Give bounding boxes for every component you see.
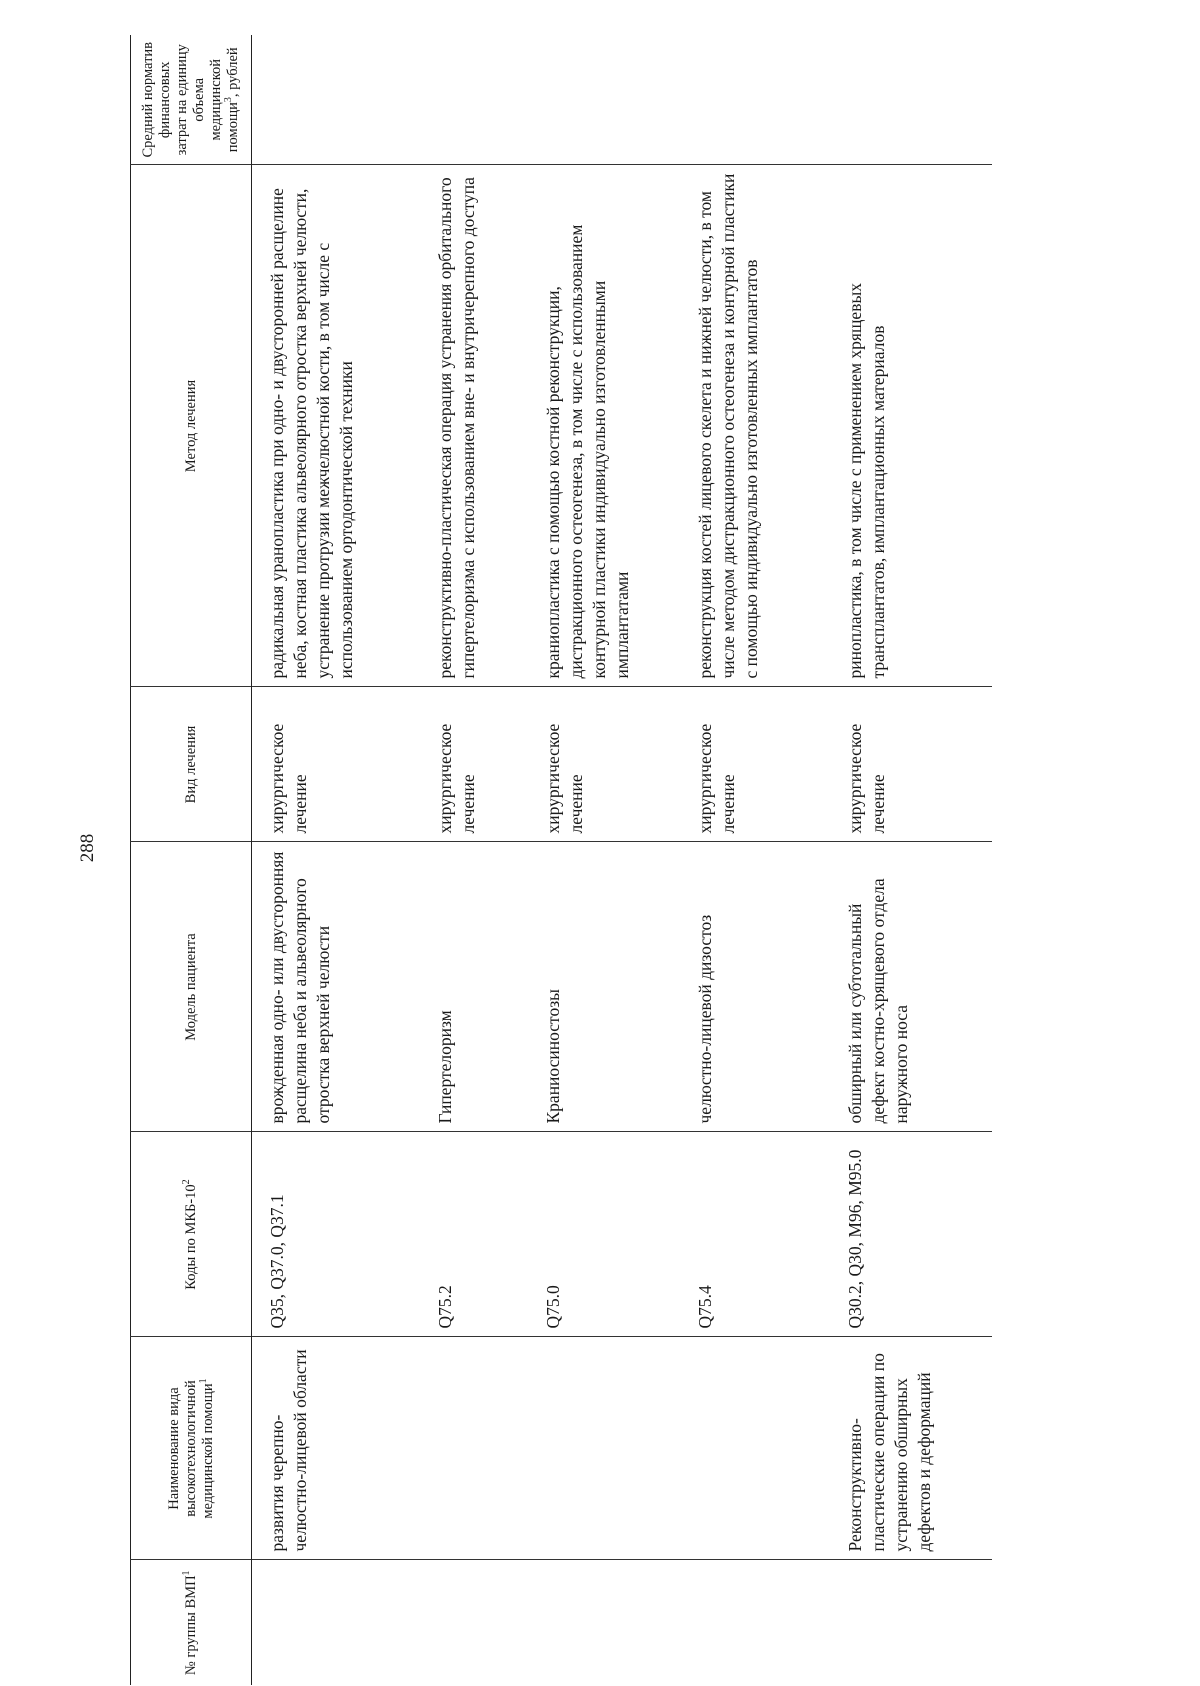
cell-kind: хирургическое лечение xyxy=(842,687,992,842)
header-group: № группы ВМП$^1$ xyxy=(131,1560,252,1685)
header-model: Модель пациента xyxy=(131,842,252,1132)
cell-method: ринопластика, в том числе с применением хрящевых трансплантатов, имплантационных материалов xyxy=(842,165,992,687)
cell-cost xyxy=(842,35,992,165)
header-method: Метод лечения xyxy=(131,165,252,687)
vmp-table xyxy=(130,35,992,1685)
cell-kind: хирургическое лечение xyxy=(432,687,540,842)
cell-model: обширный или субтотальный дефект костно-хрящевого отдела наружного носа xyxy=(842,842,992,1132)
cell-codes: Q75.4 xyxy=(692,1132,842,1337)
cell-model: Гипертелоризм xyxy=(432,842,540,1132)
table-row xyxy=(842,35,992,1685)
cell-model: челюстно-лицевой дизостоз xyxy=(692,842,842,1132)
cell-kind: хирургическое лечение xyxy=(692,687,842,842)
cell-method: реконструкция костей лицевого скелета и нижней челюсти, в том числе методом дистракционного остеогенеза и контурной пластики с помощью индивидуально изготовленных имплантатов xyxy=(692,165,842,687)
table-row xyxy=(540,35,692,1685)
rotated-page xyxy=(130,35,1080,1685)
header-codes: Коды по МКБ-$10^2$ xyxy=(131,1132,252,1337)
cell-name xyxy=(432,1337,540,1560)
cell-method: краниопластика с помощью костной реконструкции, дистракционного остеогенеза, в том числе с использованием контурной пластики индивидуально изготовленными имплантатами xyxy=(540,165,692,687)
cell-codes: Q75.2 xyxy=(432,1132,540,1337)
cell-model: Краниосиностозы xyxy=(540,842,692,1132)
cell-group xyxy=(432,1560,540,1685)
cell-codes: Q75.0 xyxy=(540,1132,692,1337)
cell-cost xyxy=(540,35,692,165)
cell-name xyxy=(540,1337,692,1560)
cell-name: Реконструктивно-пластические операции по устранению обширных дефектов и деформаций xyxy=(842,1337,992,1560)
cell-group xyxy=(692,1560,842,1685)
table-row xyxy=(432,35,540,1685)
cell-group xyxy=(252,1560,433,1685)
table-header-row xyxy=(131,35,252,1685)
header-cost: Средний норматив финансовых затрат на единицу объема медицинской помощи$^3$, рублей xyxy=(131,35,252,165)
page-number-text: 288 xyxy=(77,833,98,863)
cell-cost xyxy=(692,35,842,165)
cell-cost xyxy=(432,35,540,165)
table-row xyxy=(692,35,842,1685)
cell-kind: хирургическое лечение xyxy=(540,687,692,842)
cell-name xyxy=(692,1337,842,1560)
cell-kind: хирургическое лечение xyxy=(252,687,433,842)
cell-name: развития черепно-челюстно-лицевой области xyxy=(252,1337,433,1560)
cell-codes: Q35, Q37.0, Q37.1 xyxy=(252,1132,433,1337)
cell-method: реконструктивно-пластическая операция устранения орбитального гипертелоризма с использованием вне- и внутричерепного доступа xyxy=(432,165,540,687)
cell-group xyxy=(842,1560,992,1685)
cell-group xyxy=(540,1560,692,1685)
cell-model: врожденная одно- или двусторонняя расщелина неба и альвеолярного отростка верхней челюсти xyxy=(252,842,433,1132)
table-row xyxy=(252,35,433,1685)
cell-codes: Q30.2, Q30, M96, M95.0 xyxy=(842,1132,992,1337)
cell-method: радикальная уранопластика при одно- и двусторонней расщелине неба, костная пластика альвеолярного отростка верхней челюсти, устранение протрузии межчелюстной кости, в том числе с использованием ортодонтической техники xyxy=(252,165,433,687)
header-name: Наименование вида высокотехнологичной медицинской помощи$^1$ xyxy=(131,1337,252,1560)
cell-cost xyxy=(252,35,433,165)
header-kind: Вид лечения xyxy=(131,687,252,842)
